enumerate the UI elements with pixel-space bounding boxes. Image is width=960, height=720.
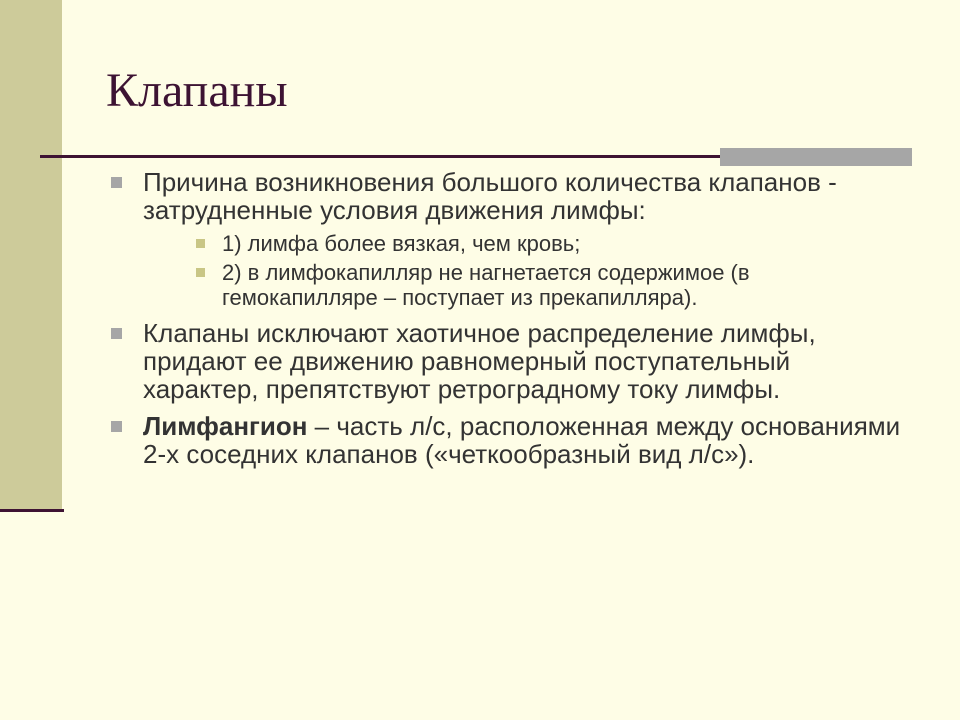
square-bullet-icon: [111, 328, 122, 339]
title-accent-bar: [720, 148, 912, 166]
sub-bullet-item: [185, 260, 906, 310]
sub-bullet-text: 1) лимфа более вязкая, чем кровь;: [222, 231, 581, 256]
bullet-item: [106, 168, 906, 310]
square-sub-bullet-icon: [196, 239, 205, 248]
square-sub-bullet-icon: [196, 268, 205, 277]
bullet-text: Клапаны исключают хаотичное распределение лимфы, придают ее движению равномерный поступательный характер, препятствуют ретроградному току лимфы.: [143, 318, 816, 404]
square-bullet-icon: [111, 177, 122, 188]
bullet-item: [106, 412, 906, 468]
sub-bullet-item: [185, 231, 906, 256]
term-highlight: Лимфангион: [143, 411, 308, 441]
bullet-text: – часть л/с, расположенная между основаниями 2-х соседних клапанов («четкообразный вид л/с»).: [143, 411, 901, 469]
square-bullet-icon: [111, 421, 122, 432]
sub-bullet-list: [143, 231, 906, 310]
sub-bullet-text: 2) в лимфокапилляр не нагнетается содержимое (в гемокапилляре – поступает из прекапилляра).: [222, 260, 750, 310]
bullet-item: [106, 319, 906, 403]
slide-body: [106, 168, 906, 468]
left-decorative-band: [0, 0, 62, 512]
left-band-rule: [0, 509, 64, 512]
bullet-text: Причина возникновения большого количества клапанов - затрудненные условия движения лимфы:: [143, 167, 837, 225]
slide-title: Клапаны: [106, 64, 288, 117]
